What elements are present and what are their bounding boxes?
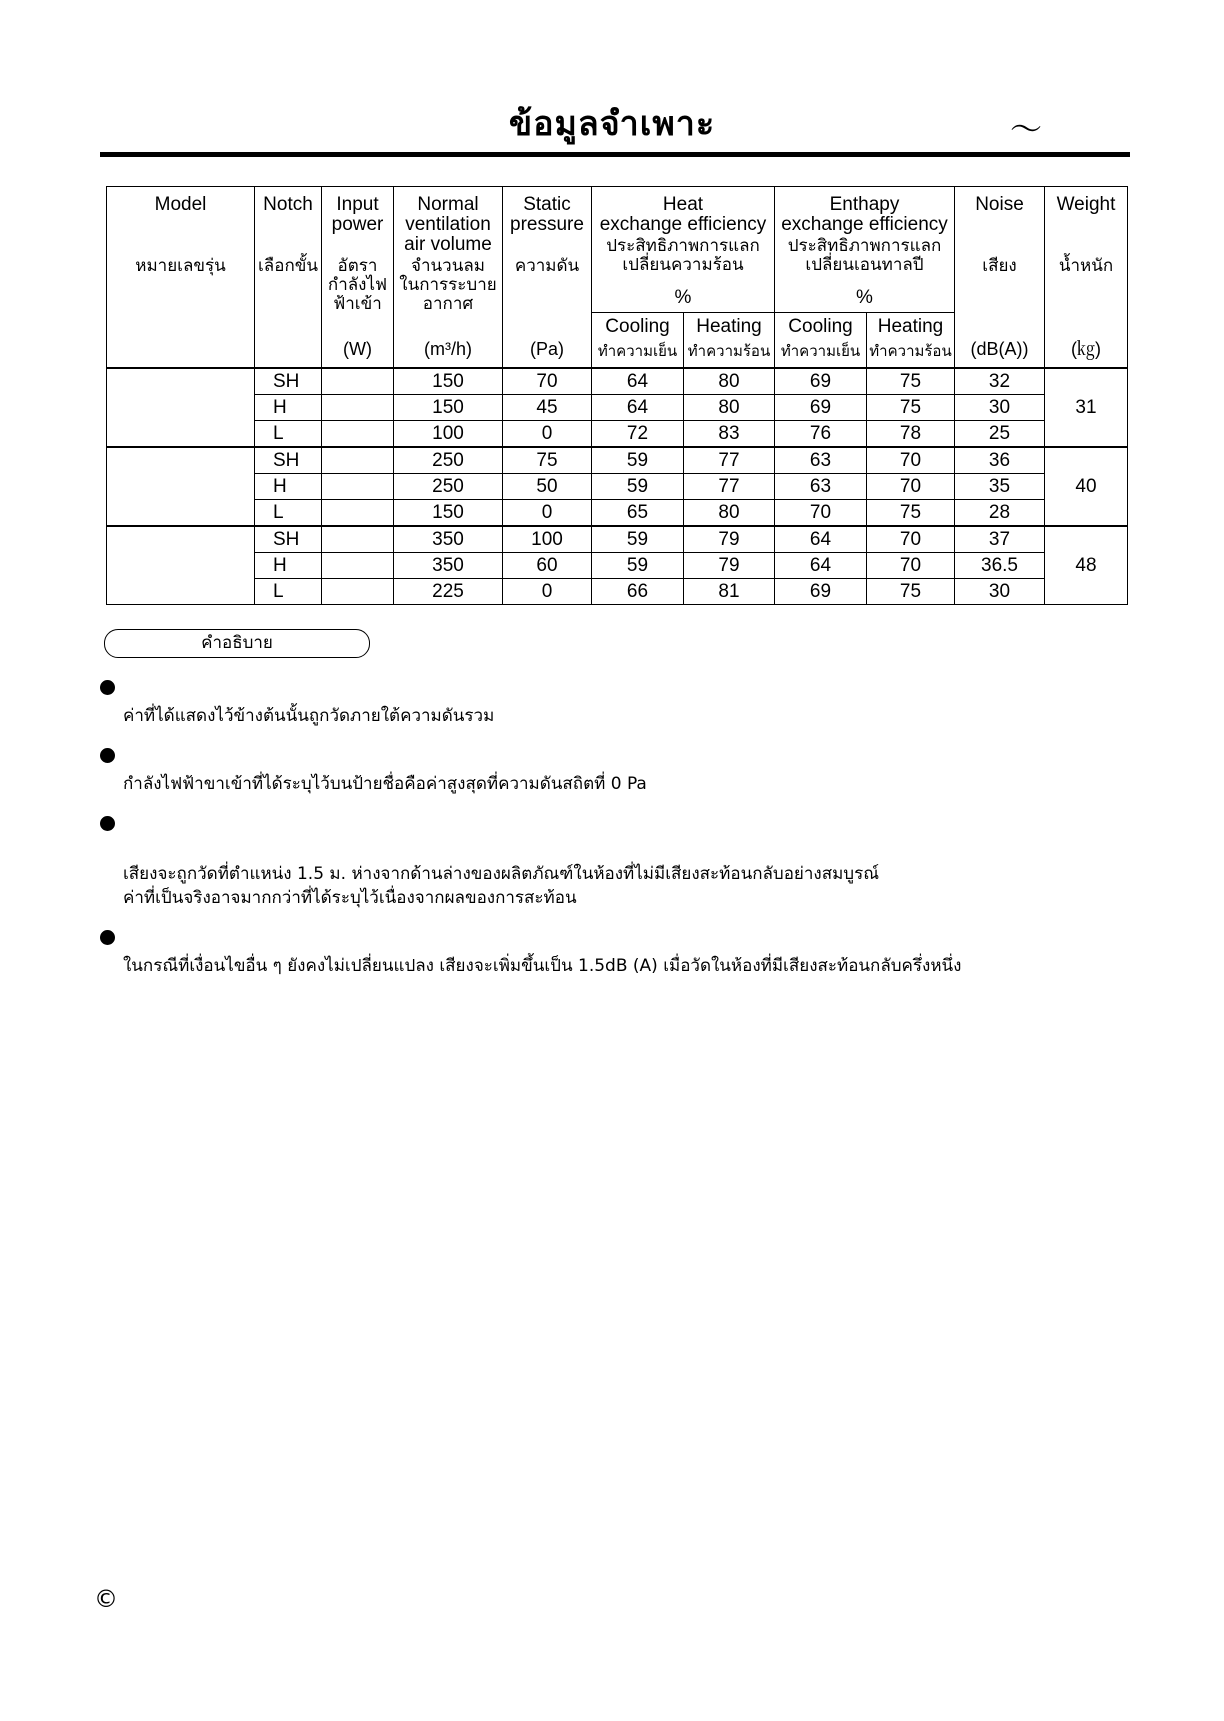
- table-row: [107, 421, 1128, 448]
- heat-heating-cell: 79: [684, 553, 775, 579]
- static-pressure-cell: 70: [503, 368, 592, 395]
- heat-heating-cell: 77: [684, 474, 775, 500]
- header-air-volume-unit: (m³/h): [424, 339, 472, 359]
- note-item: [100, 930, 1160, 978]
- bullet-icon: [100, 816, 115, 831]
- heat-heating-cell: 81: [684, 579, 775, 605]
- header-enthalpy-exchange-en: Enthapy exchange efficiency: [781, 194, 948, 235]
- input-power-cell: [322, 447, 394, 474]
- heat-cooling-cell: 59: [592, 553, 684, 579]
- header-model-en: Model: [154, 194, 207, 215]
- heat-heating-cell: 80: [684, 500, 775, 527]
- heat-heating-cell: 80: [684, 395, 775, 421]
- spec-table: [106, 186, 1128, 605]
- enthalpy-cooling-cell: 69: [775, 579, 867, 605]
- noise-cell: 36: [955, 447, 1045, 474]
- header-heat-cooling: [592, 313, 684, 369]
- air-volume-cell: 250: [394, 474, 503, 500]
- copyright-icon: ©: [94, 1585, 118, 1613]
- header-input-power-th: อัตรา กำลังไฟ ฟ้าเข้า: [327, 256, 388, 314]
- header-noise: [955, 187, 1045, 369]
- heat-heating-cell: 77: [684, 447, 775, 474]
- noise-cell: 35: [955, 474, 1045, 500]
- heat-heating-cell: 80: [684, 368, 775, 395]
- input-power-cell: [322, 579, 394, 605]
- static-pressure-cell: 75: [503, 447, 592, 474]
- air-volume-cell: 150: [394, 500, 503, 527]
- header-weight-en: Weight: [1056, 194, 1116, 215]
- bullet-icon: [100, 930, 115, 945]
- heat-cooling-cell: 72: [592, 421, 684, 448]
- table-row: [107, 474, 1128, 500]
- static-pressure-cell: 45: [503, 395, 592, 421]
- enthalpy-heating-cell: 70: [867, 474, 955, 500]
- enthalpy-cooling-cell: 76: [775, 421, 867, 448]
- model-cell: [107, 447, 255, 526]
- noise-cell: 30: [955, 579, 1045, 605]
- note-text: ค่าที่ได้แสดงไว้ข้างต้นนั้นถูกวัดภายใต้ความดันรวม: [123, 706, 495, 726]
- static-pressure-cell: 0: [503, 500, 592, 527]
- weight-cell: 48: [1045, 526, 1128, 605]
- table-row: [107, 526, 1128, 553]
- header-weight-unit: (㎏): [1071, 339, 1101, 359]
- enthalpy-cooling-cell: 63: [775, 447, 867, 474]
- table-row: [107, 368, 1128, 395]
- title-mark: ～: [1010, 110, 1043, 148]
- header-air-volume-en: Normal ventilation air volume: [404, 194, 492, 255]
- notch-cell: SH: [255, 368, 322, 395]
- notch-cell: L: [255, 500, 322, 527]
- static-pressure-cell: 0: [503, 579, 592, 605]
- enthalpy-cooling-cell: 64: [775, 526, 867, 553]
- note-item: [100, 680, 1160, 728]
- enthalpy-heating-cell: 70: [867, 526, 955, 553]
- header-enthalpy-heating-en: Heating: [877, 316, 944, 337]
- note-text: ในกรณีที่เงื่อนไขอื่น ๆ ยังคงไม่เปลี่ยนแปลง เสียงจะเพิ่มขึ้นเป็น 1.5dB (A) เมื่อวัดในห้องที่มีเสียงสะท้อนกลับครึ่งหนึ่ง: [123, 956, 962, 976]
- air-volume-cell: 100: [394, 421, 503, 448]
- header-enthalpy-heating-th: ทำความร้อน: [869, 342, 952, 360]
- static-pressure-cell: 50: [503, 474, 592, 500]
- table-row: [107, 500, 1128, 527]
- enthalpy-cooling-cell: 64: [775, 553, 867, 579]
- enthalpy-cooling-cell: 69: [775, 395, 867, 421]
- heat-cooling-cell: 64: [592, 395, 684, 421]
- header-enthalpy-exchange-unit: %: [856, 287, 873, 308]
- input-power-cell: [322, 553, 394, 579]
- header-heat-heating-th: ทำความร้อน: [687, 342, 771, 360]
- noise-cell: 32: [955, 368, 1045, 395]
- header-notch-th: เลือกขั้น: [258, 256, 318, 276]
- noise-cell: 36.5: [955, 553, 1045, 579]
- enthalpy-heating-cell: 70: [867, 553, 955, 579]
- enthalpy-heating-cell: 70: [867, 447, 955, 474]
- noise-cell: 30: [955, 395, 1045, 421]
- notes-label: คำอธิบาย: [104, 629, 370, 658]
- input-power-cell: [322, 395, 394, 421]
- enthalpy-cooling-cell: 69: [775, 368, 867, 395]
- header-heat-heating: [684, 313, 775, 369]
- static-pressure-cell: 60: [503, 553, 592, 579]
- notch-cell: L: [255, 579, 322, 605]
- note-text: เสียงจะถูกวัดที่ตำแหน่ง 1.5 ม. ห่างจากด้านล่างของผลิตภัณฑ์ในห้องที่ไม่มีเสียงสะท้อนกลับอย่างสมบูรณ์ ค่าที่เป็นจริงอาจมากกว่าที่ได้ระบุไว้เนื่องจากผลของการสะท้อน: [123, 864, 880, 908]
- header-enthalpy-heating: [867, 313, 955, 369]
- air-volume-cell: 250: [394, 447, 503, 474]
- static-pressure-cell: 100: [503, 526, 592, 553]
- weight-cell: 31: [1045, 368, 1128, 447]
- notch-cell: SH: [255, 447, 322, 474]
- header-weight-th: น้ำหนัก: [1058, 256, 1114, 276]
- header-input-power: [322, 187, 394, 369]
- header-heat-cooling-th: ทำความเย็น: [597, 342, 678, 360]
- header-noise-unit: (dB(A)): [970, 339, 1029, 359]
- header-enthalpy-cooling-en: Cooling: [788, 316, 853, 337]
- header-static-pressure-th: ความดัน: [514, 256, 580, 276]
- header-static-pressure-en: Static pressure: [510, 194, 584, 235]
- input-power-cell: [322, 500, 394, 527]
- enthalpy-heating-cell: 75: [867, 500, 955, 527]
- enthalpy-heating-cell: 75: [867, 579, 955, 605]
- air-volume-cell: 350: [394, 553, 503, 579]
- heat-cooling-cell: 66: [592, 579, 684, 605]
- bullet-icon: [100, 748, 115, 763]
- heat-cooling-cell: 64: [592, 368, 684, 395]
- header-heat-heating-en: Heating: [696, 316, 762, 337]
- input-power-cell: [322, 526, 394, 553]
- header-noise-en: Noise: [975, 194, 1024, 215]
- air-volume-cell: 225: [394, 579, 503, 605]
- air-volume-cell: 150: [394, 395, 503, 421]
- table-row: [107, 447, 1128, 474]
- header-input-power-en: Input power: [331, 194, 384, 235]
- page-title: ข้อมูลจำเพาะ: [508, 104, 716, 144]
- heat-cooling-cell: 59: [592, 447, 684, 474]
- enthalpy-heating-cell: 75: [867, 368, 955, 395]
- heat-cooling-cell: 65: [592, 500, 684, 527]
- enthalpy-cooling-cell: 63: [775, 474, 867, 500]
- heat-cooling-cell: 59: [592, 474, 684, 500]
- header-model: [107, 187, 255, 369]
- header-static-pressure: [503, 187, 592, 369]
- model-cell: [107, 368, 255, 447]
- notch-cell: L: [255, 421, 322, 448]
- header-air-volume: [394, 187, 503, 369]
- header-model-th: หมายเลขรุ่น: [135, 256, 226, 276]
- header-enthalpy-cooling-th: ทำความเย็น: [780, 342, 861, 360]
- enthalpy-cooling-cell: 70: [775, 500, 867, 527]
- table-row: [107, 553, 1128, 579]
- air-volume-cell: 150: [394, 368, 503, 395]
- notch-cell: H: [255, 474, 322, 500]
- enthalpy-heating-cell: 75: [867, 395, 955, 421]
- header-input-power-unit: (W): [343, 339, 372, 359]
- noise-cell: 25: [955, 421, 1045, 448]
- note-item: [100, 748, 1160, 796]
- header-enthalpy-exchange-th: ประสิทธิภาพการแลก เปลี่ยนเอนทาลปี: [787, 236, 942, 275]
- heat-cooling-cell: 59: [592, 526, 684, 553]
- weight-cell: 40: [1045, 447, 1128, 526]
- header-heat-exchange-unit: %: [674, 287, 692, 308]
- header-heat-exchange: [592, 187, 775, 313]
- title-rule: [100, 152, 1130, 157]
- note-item: [100, 816, 1160, 910]
- table-row: [107, 395, 1128, 421]
- noise-cell: 37: [955, 526, 1045, 553]
- notch-cell: H: [255, 553, 322, 579]
- notch-cell: H: [255, 395, 322, 421]
- header-air-volume-th: จำนวนลม ในการระบาย อากาศ: [399, 256, 497, 314]
- header-heat-exchange-th: ประสิทธิภาพการแลก เปลี่ยนความร้อน: [606, 236, 760, 275]
- air-volume-cell: 350: [394, 526, 503, 553]
- static-pressure-cell: 0: [503, 421, 592, 448]
- notes-list: [100, 680, 1160, 998]
- header-heat-cooling-en: Cooling: [605, 316, 670, 337]
- header-static-pressure-unit: (Pa): [529, 339, 564, 359]
- header-noise-th: เสียง: [982, 256, 1017, 276]
- input-power-cell: [322, 474, 394, 500]
- header-notch: [255, 187, 322, 369]
- notch-cell: SH: [255, 526, 322, 553]
- header-heat-exchange-en: Heat exchange efficiency: [599, 194, 767, 235]
- header-notch-en: Notch: [263, 194, 313, 215]
- enthalpy-heating-cell: 78: [867, 421, 955, 448]
- header-weight: [1045, 187, 1128, 369]
- header-enthalpy-cooling: [775, 313, 867, 369]
- model-cell: [107, 526, 255, 605]
- heat-heating-cell: 83: [684, 421, 775, 448]
- bullet-icon: [100, 680, 115, 695]
- heat-heating-cell: 79: [684, 526, 775, 553]
- noise-cell: 28: [955, 500, 1045, 527]
- note-text: กำลังไฟฟ้าขาเข้าที่ได้ระบุไว้บนป้ายชื่อคือค่าสูงสุดที่ความดันสถิตที่ 0 Pa: [123, 774, 647, 794]
- input-power-cell: [322, 368, 394, 395]
- table-row: [107, 579, 1128, 605]
- input-power-cell: [322, 421, 394, 448]
- header-enthalpy-exchange: [775, 187, 955, 313]
